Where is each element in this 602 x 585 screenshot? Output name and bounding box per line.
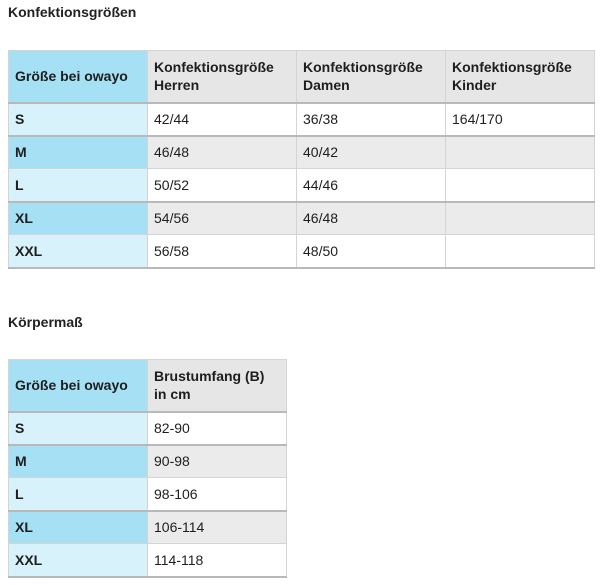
damen-cell: 40/42	[297, 136, 446, 169]
size-cell: M	[9, 445, 148, 478]
table-row	[9, 103, 595, 136]
size-cell: S	[9, 412, 148, 445]
table-row	[9, 235, 595, 268]
table-row	[9, 478, 287, 511]
brustumfang-cell: 98-106	[148, 478, 287, 511]
header-konfektionsgroesse-kinder: Konfektionsgröße Kinder	[446, 51, 595, 103]
table-header-row	[9, 51, 595, 103]
table-row	[9, 169, 595, 202]
herren-cell: 42/44	[148, 103, 297, 136]
table-row	[9, 136, 595, 169]
brustumfang-cell: 106-114	[148, 511, 287, 544]
kinder-cell	[446, 202, 595, 235]
table-row	[9, 202, 595, 235]
herren-cell: 54/56	[148, 202, 297, 235]
brustumfang-cell: 82-90	[148, 412, 287, 445]
size-cell: XXL	[9, 544, 148, 577]
damen-cell: 48/50	[297, 235, 446, 268]
table-row	[9, 445, 287, 478]
header-brustumfang: Brustumfang (B) in cm	[148, 360, 287, 412]
size-cell: L	[9, 169, 148, 202]
section-title-koerpermass: Körpermaß	[8, 314, 83, 330]
table-row	[9, 511, 287, 544]
koerpermass-table	[8, 359, 287, 578]
brustumfang-cell: 114-118	[148, 544, 287, 577]
size-cell: XL	[9, 202, 148, 235]
damen-cell: 46/48	[297, 202, 446, 235]
herren-cell: 46/48	[148, 136, 297, 169]
header-konfektionsgroesse-damen: Konfektionsgröße Damen	[297, 51, 446, 103]
header-groesse-bei-owayo: Größe bei owayo	[9, 360, 148, 412]
size-cell: S	[9, 103, 148, 136]
table-row	[9, 544, 287, 577]
table-header-row	[9, 360, 287, 412]
kinder-cell	[446, 136, 595, 169]
size-cell: XL	[9, 511, 148, 544]
section-title-konfektionsgroessen: Konfektionsgrößen	[8, 4, 137, 20]
header-konfektionsgroesse-herren: Konfektionsgröße Herren	[148, 51, 297, 103]
size-cell: M	[9, 136, 148, 169]
kinder-cell: 164/170	[446, 103, 595, 136]
header-groesse-bei-owayo: Größe bei owayo	[9, 51, 148, 103]
kinder-cell	[446, 235, 595, 268]
damen-cell: 44/46	[297, 169, 446, 202]
konfektionsgroessen-table	[8, 50, 595, 269]
size-cell: XXL	[9, 235, 148, 268]
table-row	[9, 412, 287, 445]
brustumfang-cell: 90-98	[148, 445, 287, 478]
herren-cell: 56/58	[148, 235, 297, 268]
size-cell: L	[9, 478, 148, 511]
damen-cell: 36/38	[297, 103, 446, 136]
kinder-cell	[446, 169, 595, 202]
herren-cell: 50/52	[148, 169, 297, 202]
